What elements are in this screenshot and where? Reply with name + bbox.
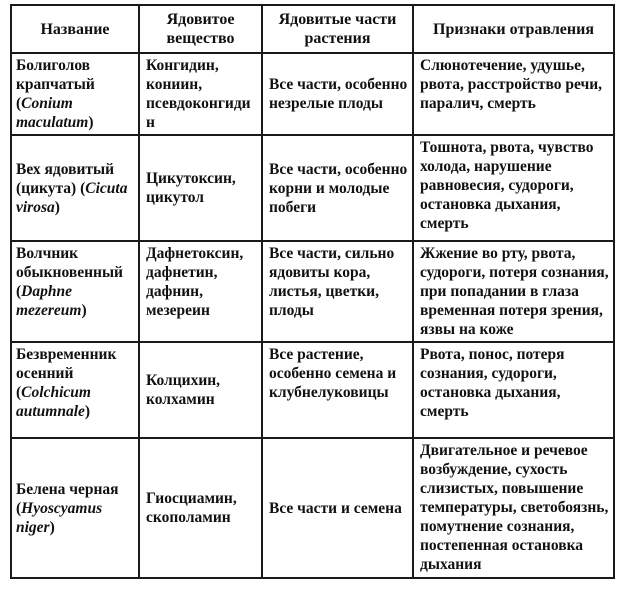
- parts-cell: Все растение, особенно семена и клубнелуковицы: [262, 342, 413, 438]
- plant-latin-name: Hyoscyamus niger: [16, 499, 103, 536]
- table-row: [11, 53, 614, 135]
- plant-name-cell: Болиголов крапчатый (Conium maculatum): [11, 53, 139, 135]
- symptoms-cell: Жжение во рту, рвота, судороги, потеря сознания, при попадании в глаза временная потеря зрения, язвы на коже: [413, 241, 614, 342]
- header-parts: Ядовитые части растения: [262, 5, 413, 53]
- substance-cell: Конгидин, кониин, псевдоконгидин: [139, 53, 262, 135]
- substance-cell: Дафнетоксин, дафнетин, дафнин, мезереин: [139, 241, 262, 342]
- symptoms-cell: Слюнотечение, удушье, рвота, расстройство речи, паралич, смерть: [413, 53, 614, 135]
- symptoms-cell: Двигательное и речевое возбуждение, сухость слизистых, повышение температуры, светобоязнь, помутнение сознания, постепенная остановка дыхания: [413, 438, 614, 578]
- parts-cell: Все части, сильно ядовиты кора, листья, цветки, плоды: [262, 241, 413, 342]
- header-row: [11, 5, 614, 53]
- plant-latin-name: Daphne mezereum: [16, 283, 82, 319]
- parts-cell: Все части, особенно незрелые плоды: [262, 53, 413, 135]
- table-row: [11, 438, 614, 578]
- table-row: [11, 241, 614, 342]
- poisonous-plants-table: [10, 4, 615, 579]
- substance-cell: Колцихин, колхамин: [139, 342, 262, 438]
- symptoms-cell: Тошнота, рвота, чувство холода, нарушение равновесия, судороги, остановка дыхания, смерть: [413, 135, 614, 241]
- parts-cell: Все части, особенно корни и молодые побеги: [262, 135, 413, 241]
- parts-cell: Все части и семена: [262, 438, 413, 578]
- plant-name: Волчник обыкновенный: [16, 245, 123, 281]
- header-substance: Ядовитое вещество: [139, 5, 262, 53]
- plant-name-cell: Белена черная (Hyoscyamus niger): [11, 438, 139, 578]
- plant-name: Белена черная: [16, 480, 119, 498]
- symptoms-cell: Рвота, понос, потеря сознания, судороги, остановка дыхания, смерть: [413, 342, 614, 438]
- table-row: [11, 342, 614, 438]
- table-row: [11, 135, 614, 241]
- header-symptoms: Признаки отравления: [413, 5, 614, 53]
- plant-name: Болиголов крапчатый: [16, 57, 95, 93]
- plant-name-cell: Безвременник осенний (Colchicum autumnale): [11, 342, 139, 438]
- plant-name-cell: Волчник обыкновенный (Daphne mezereum): [11, 241, 139, 342]
- plant-latin-name: Cicuta virosa: [16, 179, 128, 216]
- plant-latin-name: Conium maculatum: [16, 95, 89, 131]
- header-name: Название: [11, 5, 139, 53]
- plant-latin-name: Colchicum autumnale: [16, 384, 91, 420]
- plant-name: Безвременник осенний: [16, 346, 117, 382]
- substance-cell: Гиосциамин, скополамин: [139, 438, 262, 578]
- plant-name-cell: Вех ядовитый (цикута) (Cicuta virosa): [11, 135, 139, 241]
- plant-name: Вех ядовитый (цикута): [16, 160, 115, 197]
- poisonous-plants-table-page: [10, 4, 613, 579]
- substance-cell: Цикутоксин, цикутол: [139, 135, 262, 241]
